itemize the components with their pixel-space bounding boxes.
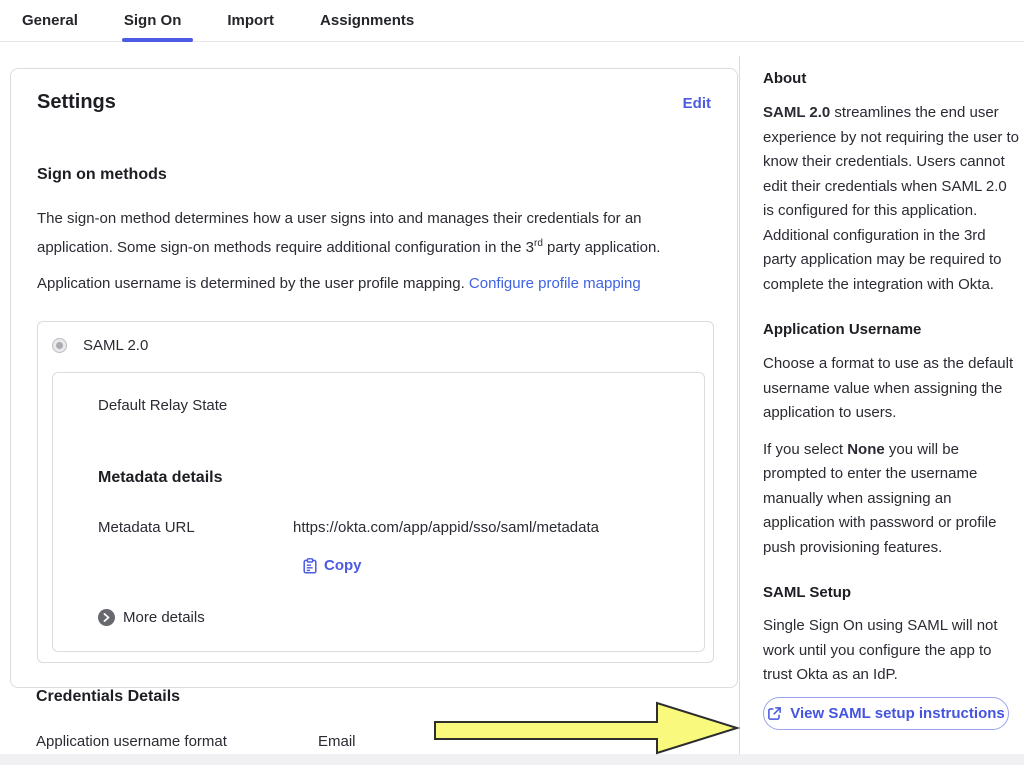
copy-label: Copy	[324, 557, 362, 574]
saml-setup-heading: SAML Setup	[763, 584, 852, 601]
metadata-url-row	[98, 519, 599, 536]
app-username-format-label: Application username format	[36, 733, 227, 750]
metadata-url-value: https://okta.com/app/appid/sso/saml/metadata	[293, 519, 599, 536]
settings-title: Settings	[37, 91, 116, 113]
appuser-p2-pre: If you select	[763, 440, 848, 458]
credentials-row	[36, 733, 356, 750]
settings-card	[10, 68, 738, 688]
application-username-paragraph-2	[763, 438, 1021, 561]
help-sidebar	[763, 60, 1021, 730]
app-username-format-value: Email	[318, 733, 356, 750]
application-username-paragraph-1: Choose a format to use as the default username value when assigning the application to users.	[763, 355, 1014, 421]
username-mapping-line	[37, 271, 707, 296]
about-text: streamlines the end user experience by not requiring the user to know their credentials. Users cannot edit their credentials when SAML 2.0 is configured for this application. Additional configuration in the 3rd party application may be required to complete the integration with Okta.	[763, 104, 1019, 293]
view-saml-setup-instructions-label: View SAML setup instructions	[790, 704, 1005, 722]
saml-method-box	[37, 321, 714, 663]
tab-sign-on[interactable]: Sign On	[124, 0, 182, 42]
about-paragraph	[763, 101, 1021, 297]
sign-on-methods-heading: Sign on methods	[37, 166, 167, 183]
about-heading: About	[763, 70, 807, 87]
more-details-label: More details	[123, 609, 205, 626]
sign-on-description-tail: party application.	[542, 239, 661, 256]
tab-general[interactable]: General	[22, 12, 78, 29]
ordinal-superscript: rd	[533, 238, 543, 249]
sign-on-description-text: The sign-on method determines how a user signs into and manages their credentials for an application. Some sign-on methods require additional configuration in the 3	[37, 210, 642, 256]
saml-details-box	[52, 372, 705, 652]
annotation-arrow	[433, 699, 741, 757]
appuser-p2-bold: None	[847, 440, 885, 458]
appuser-p2-post: you will be prompted to enter the username manually when assigning an application with password or profile push provisioning features.	[763, 440, 997, 556]
credentials-details-heading: Credentials Details	[36, 688, 181, 705]
metadata-url-label: Metadata URL	[98, 519, 195, 536]
configure-profile-mapping-link[interactable]: Configure profile mapping	[468, 275, 641, 292]
content-sidebar-divider	[739, 56, 740, 765]
metadata-details-heading: Metadata details	[98, 469, 223, 486]
saml-setup-paragraph: Single Sign On using SAML will not work until you configure the app to trust Okta as an IdP.	[763, 617, 998, 683]
tab-assignments[interactable]: Assignments	[320, 12, 415, 29]
external-link-icon	[767, 706, 782, 721]
sign-on-description	[37, 206, 693, 260]
application-username-heading: Application Username	[763, 321, 922, 338]
more-details-toggle[interactable]	[98, 609, 205, 626]
about-bold-lead: SAML 2.0	[763, 104, 831, 121]
next-row-edge	[0, 754, 1024, 765]
tab-bar	[0, 0, 1024, 42]
tab-import[interactable]: Import	[227, 12, 275, 29]
username-mapping-text: Application username is determined by the user profile mapping.	[37, 275, 469, 292]
saml-radio-label: SAML 2.0	[83, 337, 149, 354]
saml-radio-row	[52, 337, 148, 354]
edit-button[interactable]: Edit	[682, 95, 711, 112]
copy-button[interactable]	[303, 557, 362, 574]
view-saml-setup-instructions-button[interactable]	[763, 697, 1009, 730]
chevron-right-circle-icon	[98, 609, 115, 626]
clipboard-icon	[303, 558, 317, 574]
default-relay-state-label: Default Relay State	[98, 397, 228, 414]
saml-radio-button[interactable]	[52, 338, 67, 353]
